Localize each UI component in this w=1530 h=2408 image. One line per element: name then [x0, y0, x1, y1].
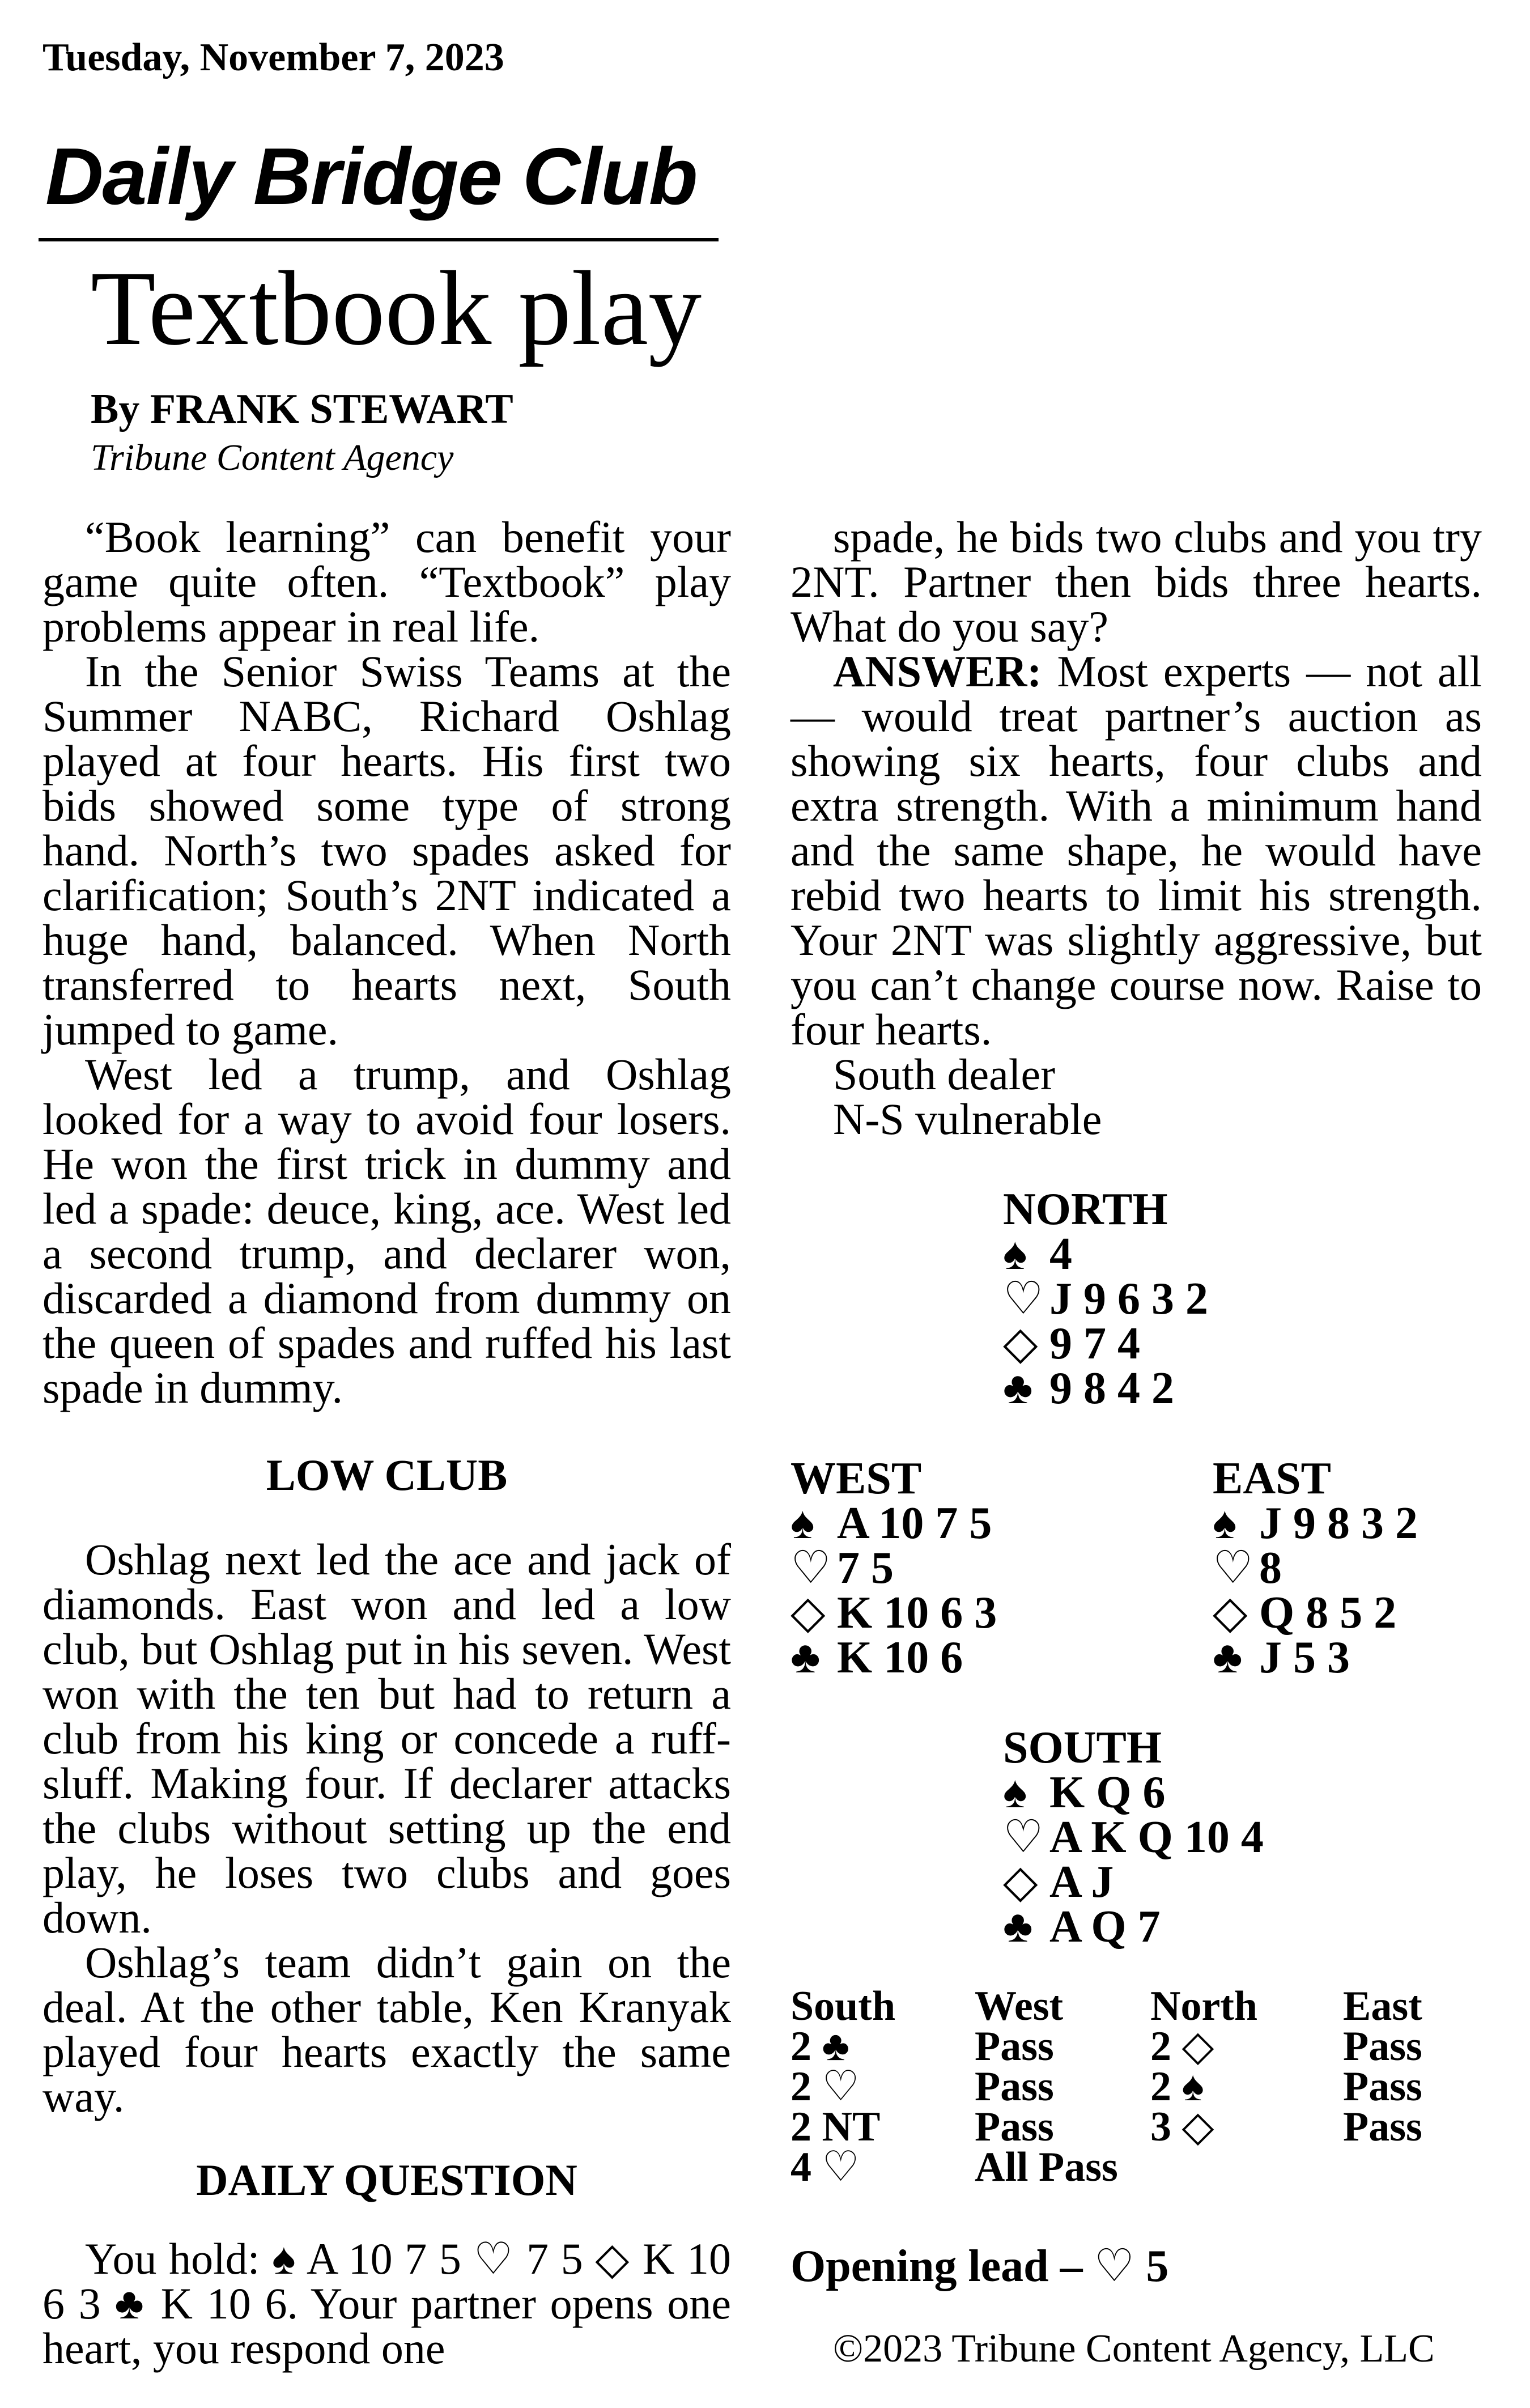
paragraph: Oshlag’s team didn’t gain on the deal. At the other table, Ken Kranyak played four hearts exactly the same way. [42, 1938, 731, 2121]
diamond-cards: 9 7 4 [1049, 1319, 1140, 1369]
club-icon: ♣ [1003, 1364, 1033, 1413]
answer-paragraph [790, 649, 1482, 1052]
opening-lead: Opening lead – ♡ 5 [790, 2241, 1169, 2291]
subhead-daily-question: DAILY QUESTION [196, 2155, 577, 2205]
bidding-row [790, 2063, 1513, 2110]
heart-cards: 8 [1259, 1543, 1282, 1593]
east-hand [1213, 1454, 1418, 1683]
masthead-rule [39, 238, 719, 241]
hand-label: SOUTH [1003, 1723, 1162, 1773]
bid: Pass [975, 2063, 1054, 2110]
bidding-row [790, 2104, 1513, 2150]
bid: Pass [1343, 2063, 1422, 2110]
answer-label: ANSWER: [833, 647, 1042, 696]
column-masthead: Daily Bridge Club [45, 131, 697, 222]
bid: 3 ◇ [1150, 2104, 1214, 2150]
diamond-icon: ◇ [1003, 1319, 1038, 1369]
diamond-cards: K 10 6 3 [837, 1588, 997, 1638]
club-icon: ♣ [1213, 1633, 1243, 1683]
diamond-icon: ◇ [1213, 1588, 1248, 1638]
spade-icon: ♠ [790, 1498, 815, 1548]
west-hand [790, 1454, 997, 1683]
right-text-column [790, 512, 1482, 1144]
paragraph: In the Senior Swiss Teams at the Summer NABC, Richard Oshlag played at four hearts. His first two bids showed some type of strong hand. North’s two spades asked for clarification; South’s 2NT indicated a huge hand, balanced. When North transferred to hearts next, South jumped to game. [42, 647, 731, 1054]
header-west: West [975, 1983, 1064, 2029]
heart-icon: ♡ [1213, 1543, 1253, 1593]
author-byline: By FRANK STEWART [91, 386, 513, 432]
paragraph: spade, he bids two clubs and you try 2NT. Partner then bids three hearts. What do you say? [790, 512, 1482, 651]
heart-cards: A K Q 10 4 [1049, 1812, 1264, 1862]
spade-cards: 4 [1049, 1229, 1072, 1279]
bid: Pass [1343, 2023, 1422, 2070]
header-south: South [790, 1983, 896, 2029]
club-cards: 9 8 4 2 [1049, 1364, 1174, 1413]
south-hand [1003, 1723, 1264, 1952]
hand-label: WEST [790, 1454, 922, 1504]
bid: 2 NT [790, 2104, 881, 2150]
heart-cards: J 9 6 3 2 [1049, 1274, 1208, 1324]
header-east: East [1343, 1983, 1422, 2029]
bidding-row [790, 2023, 1513, 2070]
bidding-table [790, 1983, 1513, 2190]
daily-question-paragraph: You hold: ♠ A 10 7 5 ♡ 7 5 ◇ K 10 6 3 ♣ K 10 6. Your partner opens one heart, you respond one [42, 2234, 731, 2373]
header-north: North [1150, 1983, 1258, 2029]
club-cards: A Q 7 [1049, 1902, 1161, 1952]
bid: 2 ♠ [1150, 2063, 1204, 2110]
copyright-notice: ©2023 Tribune Content Agency, LLC [833, 2327, 1435, 2371]
hand-label: EAST [1213, 1454, 1331, 1504]
bid: Pass [975, 2023, 1054, 2070]
paragraph: West led a trump, and Oshlag looked for a way to avoid four losers. He won the first trick in dummy and led a spade: deuce, king, ace. West led a second trump, and declarer won, discarded a diamond from dummy on the queen of spades and ruffed his last spade in dummy. [42, 1050, 731, 1412]
bid: 2 ◇ [1150, 2023, 1214, 2070]
bidding-row [790, 2144, 1513, 2190]
diamond-cards: A J [1049, 1857, 1114, 1907]
vulnerability-line: N-S vulnerable [833, 1094, 1102, 1144]
heart-cards: 7 5 [837, 1543, 894, 1593]
left-text-column [42, 512, 731, 2373]
article-headline: Textbook play [91, 249, 702, 367]
club-icon: ♣ [790, 1633, 821, 1683]
spade-cards: A 10 7 5 [837, 1498, 992, 1548]
paragraph: “Book learning” can benefit your game quite often. “Textbook” play problems appear in real life. [42, 512, 731, 651]
club-cards: J 5 3 [1259, 1633, 1350, 1683]
north-hand [1003, 1184, 1208, 1413]
subhead-low-club: LOW CLUB [266, 1450, 508, 1500]
bid: Pass [1343, 2104, 1422, 2150]
spade-icon: ♠ [1213, 1498, 1237, 1548]
bid: 2 ♡ [790, 2063, 860, 2110]
spade-cards: J 9 8 3 2 [1259, 1498, 1418, 1548]
club-cards: K 10 6 [837, 1633, 963, 1683]
bid: 2 ♣ [790, 2023, 850, 2070]
heart-icon: ♡ [1003, 1812, 1044, 1862]
agency-credit: Tribune Content Agency [91, 437, 454, 478]
club-icon: ♣ [1003, 1902, 1033, 1952]
dealer-line: South dealer [833, 1050, 1056, 1099]
paragraph: Oshlag next led the ace and jack of diamonds. East won and led a low club, but Oshlag put in his seven. West won with the ten but had to return a club from his king or concede a ruff-sluff. Making four. If declarer attacks the clubs without setting up the end play, he loses two clubs and goes down. [42, 1535, 731, 1942]
diamond-icon: ◇ [1003, 1857, 1038, 1907]
bid: Pass [975, 2104, 1054, 2150]
hand-label: NORTH [1003, 1184, 1168, 1234]
bidding-header-row [790, 1983, 1513, 2029]
spade-icon: ♠ [1003, 1768, 1027, 1817]
spade-cards: K Q 6 [1049, 1768, 1166, 1817]
diamond-icon: ◇ [790, 1588, 826, 1638]
bid: All Pass [975, 2144, 1118, 2190]
issue-date: Tuesday, November 7, 2023 [42, 36, 504, 79]
diamond-cards: Q 8 5 2 [1259, 1588, 1397, 1638]
heart-icon: ♡ [1003, 1274, 1044, 1324]
answer-text: Most experts — not all — would treat partner’s auction as showing six hearts, four clubs and extra strength. With a minimum hand and the same shape, he would have rebid two hearts to limit his strength. Your 2NT was slightly aggressive, but you can’t change course now. Raise to four hearts. [790, 647, 1482, 1054]
spade-icon: ♠ [1003, 1229, 1027, 1279]
heart-icon: ♡ [790, 1543, 831, 1593]
bid: 4 ♡ [790, 2144, 860, 2190]
